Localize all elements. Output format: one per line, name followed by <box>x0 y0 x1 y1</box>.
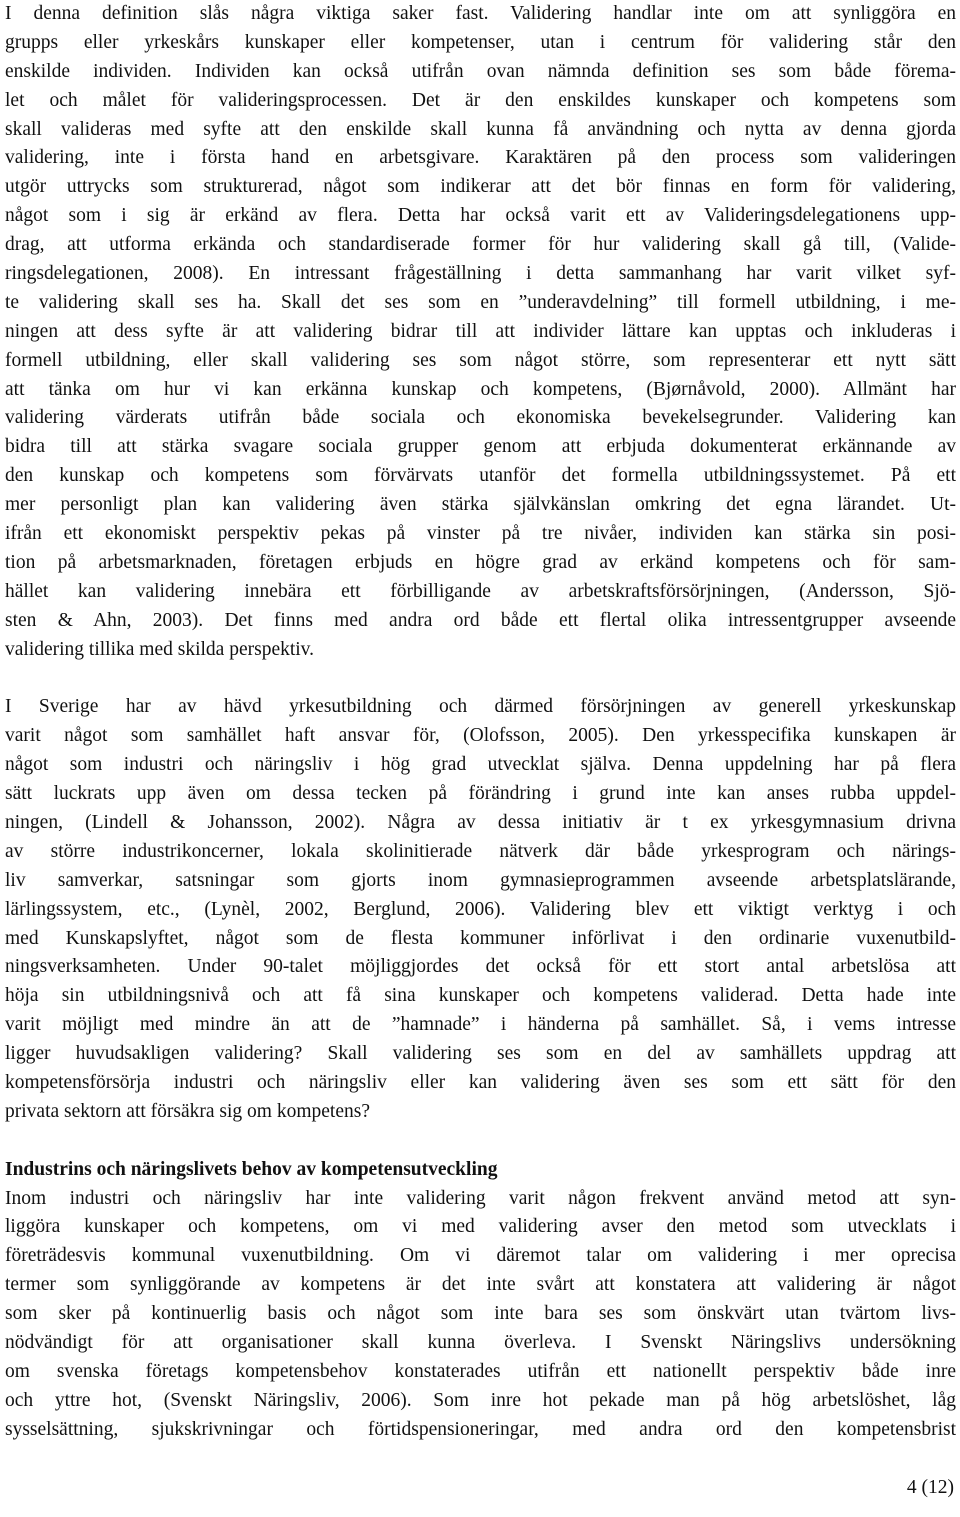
paragraph-line: kompetensförsörja industri och näringsliv eller kan validering även ses som ett sätt för den <box>5 1071 956 1093</box>
paragraph-line: drag, att utforma erkända och standardiserade former för hur validering skall gå till, (Valide- <box>5 234 956 256</box>
paragraph-line: den kunskap och kompetens som förvärvats utanför det formella utbildningssystemet. På ett <box>5 465 956 487</box>
document-page <box>5 0 956 1445</box>
paragraph-line: något som industri och näringsliv i hög grad utvecklat själva. Denna uppdelning har på flera <box>5 754 956 776</box>
paragraph-line: I Sverige har av hävd yrkesutbildning och därmed försörjningen av generell yrkeskunskap <box>5 696 956 718</box>
paragraph-line: ningen att dess syfte är att validering bidrar till att individer lättare kan upptas och inkluderas i <box>5 320 956 342</box>
paragraph-line: varit möjligt med mindre än att de ”hamnade” i händerna på samhället. Så, i vems intresse <box>5 1014 956 1036</box>
paragraph-line: varit något som samhället haft ansvar för, (Olofsson, 2005). Den yrkesspecifika kunskapen är <box>5 725 956 747</box>
paragraph-line: sten & Ahn, 2003). Det finns med andra ord både ett flertal olika intressentgrupper avseende <box>5 609 956 631</box>
paragraph-gap <box>5 1127 956 1156</box>
paragraph-line: liv samverkar, satsningar som gjorts inom gymnasieprogrammen avseende arbetsplatslärande, <box>5 869 956 891</box>
paragraph-line: och yttre hot, (Svenskt Näringsliv, 2006). Som inre hot pekade man på hög arbetslöshet, låg <box>5 1389 956 1411</box>
paragraph-line: höja sin utbildningsnivå och att få sina kunskaper och kompetens validerad. Detta hade inte <box>5 985 956 1007</box>
paragraph-line: att tänka om hur vi kan erkänna kunskap och kompetens, (Bjørnåvold, 2000). Allmänt har <box>5 378 956 400</box>
paragraph-line: mer personligt plan kan validering även stärka självkänslan omkring det egna lärandet. Ut- <box>5 494 956 516</box>
paragraph-line: av större industrikoncerner, lokala skolinitierade nätverk där både yrkesprogram och närings- <box>5 840 956 862</box>
paragraph-line: ringsdelegationen, 2008). En intressant frågeställning i detta sammanhang har varit vilket syf- <box>5 263 956 285</box>
paragraph-line: privata sektorn att försäkra sig om kompetens? <box>5 1100 370 1122</box>
paragraph-line: Inom industri och näringsliv har inte validering varit någon frekvent använd metod att syn- <box>5 1187 956 1209</box>
paragraph-line: ligger huvudsakligen validering? Skall validering ses som en del av samhällets uppdrag att <box>5 1043 956 1065</box>
paragraph-line: tion på arbetsmarknaden, företagen erbjuds en högre grad av erkänd kompetens och för sam- <box>5 551 956 573</box>
paragraph-line: med Kunskapslyftet, något som de flesta kommuner införlivat i den ordinarie vuxenutbild- <box>5 927 956 949</box>
paragraph-line: liggöra kunskaper och kompetens, om vi med validering avser den metod som utvecklats i <box>5 1216 956 1238</box>
paragraph-line: ningsverksamheten. Under 90-talet möjliggjordes det också för ett stort antal arbetslösa att <box>5 956 956 978</box>
paragraph-line: termer som synliggörande av kompetens är det inte svårt att konstatera att validering är något <box>5 1274 956 1296</box>
paragraph-line: sysselsättning, sjukskrivningar och förtidspensioneringar, med andra ord den kompetensbrist <box>5 1418 956 1440</box>
paragraph-line: let och målet för valideringsprocessen. Det är den enskildes kunskaper och kompetens som <box>5 89 956 111</box>
section-heading: Industrins och näringslivets behov av kompetensutveckling <box>5 1158 498 1180</box>
paragraph-line: validering tillika med skilda perspektiv. <box>5 638 315 660</box>
page-number: 4 (12) <box>906 1477 954 1498</box>
paragraph-line: hället kan validering innebära ett förbilligande av arbetskraftsförsörjningen, (Andersson, Sjö- <box>5 580 956 602</box>
paragraph-3 <box>5 1185 956 1445</box>
paragraph-gap <box>5 664 956 693</box>
paragraph-line: nödvändigt för att organisationer skall kunna överleva. I Svenskt Näringslivs undersökning <box>5 1331 956 1353</box>
paragraph-2 <box>5 693 956 1126</box>
paragraph-line: företrädesvis kommunal vuxenutbildning. Om vi däremot talar om validering i mer oprecisa <box>5 1245 956 1267</box>
paragraph-line: skall valideras med syfte att den enskilde skall kunna få användning och nytta av denna gjorda <box>5 118 956 140</box>
paragraph-line: sätt luckrats upp även om dessa tecken på förändring i grund inte kan anses rubba uppdel- <box>5 783 956 805</box>
paragraph-line: validering, inte i första hand en arbetsgivare. Karaktären på den process som valideringen <box>5 147 956 169</box>
paragraph-line: om svenska företags kompetensbehov konstaterades utifrån ett nationellt perspektiv både inre <box>5 1360 956 1382</box>
paragraph-line: lärlingssystem, etc., (Lynèl, 2002, Berglund, 2006). Validering blev ett viktigt verktyg i och <box>5 898 956 920</box>
paragraph-line: utgör uttrycks som strukturerad, något som indikerar att det bör finnas en form för validering, <box>5 176 956 198</box>
paragraph-line: ifrån ett ekonomiskt perspektiv pekas på vinster på tre nivåer, individen kan stärka sin posi- <box>5 523 956 545</box>
paragraph-1 <box>5 0 956 664</box>
paragraph-line: som sker på kontinuerlig basis och något som inte bara ses som önskvärt utan tvärtom livs- <box>5 1303 956 1325</box>
paragraph-line: ningen, (Lindell & Johansson, 2002). Några av dessa initiativ är t ex yrkesgymnasium drivna <box>5 811 956 833</box>
paragraph-line: bidra till att stärka svagare sociala grupper genom att erbjuda dokumenterat erkännande av <box>5 436 956 458</box>
paragraph-line: te validering skall ses ha. Skall det ses som en ”underavdelning” till formell utbildning, i me- <box>5 291 956 313</box>
paragraph-line: I denna definition slås några viktiga saker fast. Validering handlar inte om att synliggöra en <box>5 3 956 24</box>
paragraph-line: formell utbildning, eller skall validering ses som något större, som representerar ett nytt sätt <box>5 349 956 371</box>
paragraph-line: enskilde individen. Individen kan också utifrån ovan nämnda definition ses som både förema- <box>5 60 956 82</box>
paragraph-line: validering värderats utifrån både sociala och ekonomiska bevekelsegrunder. Validering kan <box>5 407 956 429</box>
paragraph-line: grupps eller yrkeskårs kunskaper eller kompetenser, utan i centrum för validering står den <box>5 31 956 53</box>
paragraph-line: något som i sig är erkänd av flera. Detta har också varit ett av Valideringsdelegationens upp- <box>5 205 956 227</box>
